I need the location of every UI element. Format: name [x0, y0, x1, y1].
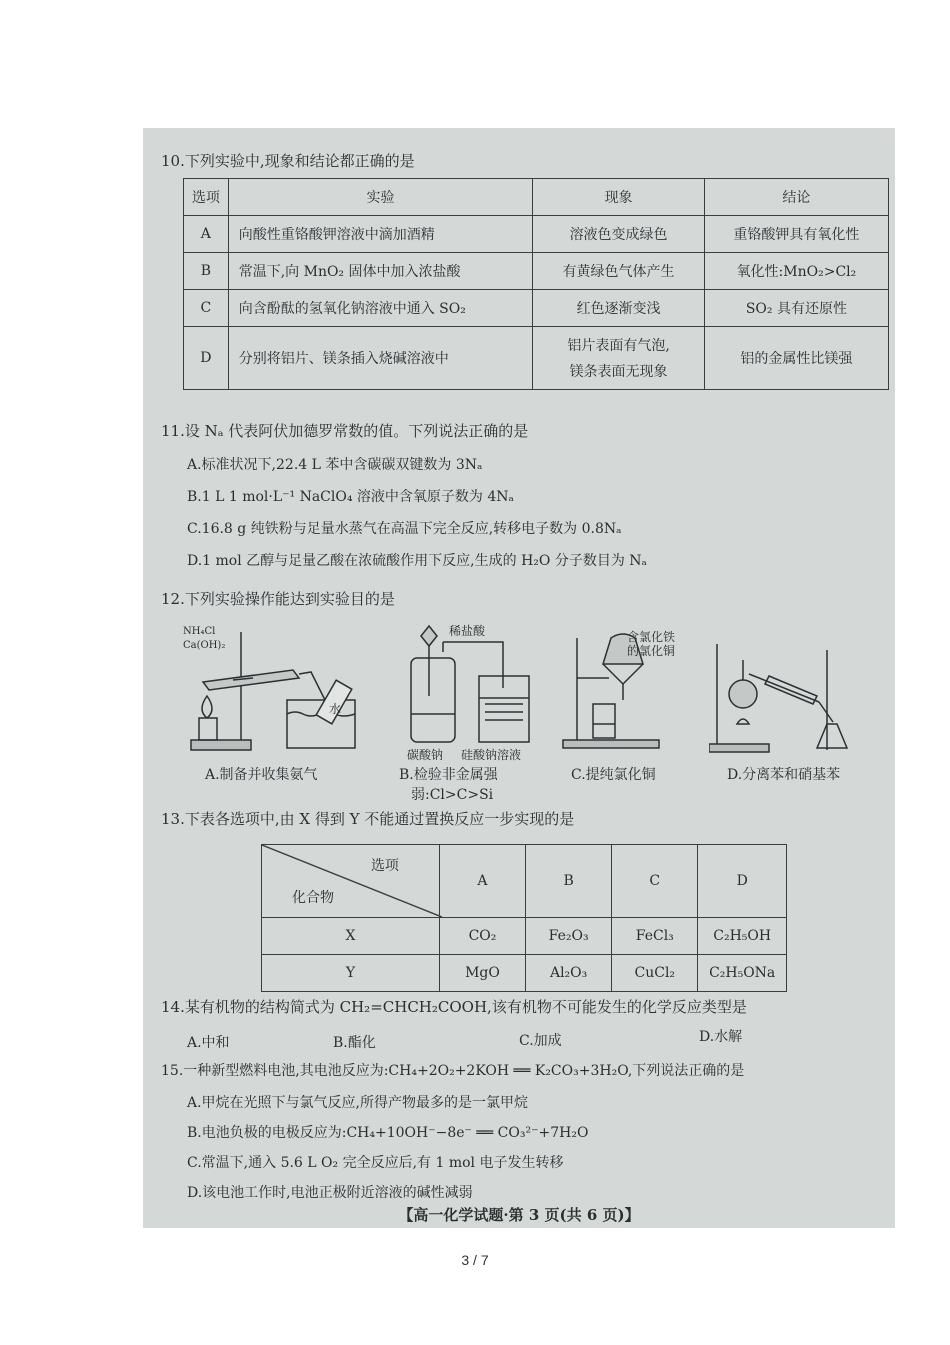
q10-stem: 10.下列实验中,现象和结论都正确的是 — [161, 152, 415, 170]
ammonia-label-water: 水 — [329, 702, 342, 716]
q13-row-y-label: Y — [262, 955, 440, 992]
q13-col-a: A — [439, 845, 525, 918]
q15-option-b: B.电池负极的电极反应为:CH₄+10OH⁻−8e⁻ ══ CO₃²⁻+7H₂O — [187, 1125, 589, 1141]
fig-b-caption-line2: 弱:Cl>C>Si — [411, 787, 494, 803]
fig-b-caption-line1: B.检验非金属强 — [399, 767, 498, 783]
fig-a-caption: A.制备并收集氨气 — [205, 767, 318, 783]
fig-d-caption: D.分离苯和硝基苯 — [727, 767, 841, 783]
q13-table — [261, 844, 787, 992]
q11-stem: 11.设 Nₐ 代表阿伏加德罗常数的值。下列说法正确的是 — [161, 422, 529, 440]
q10-row-c-phenomenon: 红色逐渐变浅 — [533, 290, 705, 327]
q10-row-c-conclusion: SO₂ 具有还原性 — [704, 290, 888, 327]
q13-row-x-d: C₂H₅OH — [698, 918, 787, 955]
q13-row-y-b: Al₂O₃ — [526, 955, 612, 992]
table-row — [184, 253, 889, 290]
q13-row-y-c: CuCl₂ — [612, 955, 698, 992]
q14-option-d: D.水解 — [699, 1029, 743, 1045]
q10-row-b-phenomenon: 有黄绿色气体产生 — [533, 253, 705, 290]
page-number: 3 / 7 — [461, 1252, 489, 1268]
table-row — [184, 290, 889, 327]
q10-header-conclusion: 结论 — [704, 179, 888, 216]
q10-row-d-phenomenon-cell — [533, 327, 705, 390]
q12-stem: 12.下列实验操作能达到实验目的是 — [161, 590, 395, 608]
q15-option-d: D.该电池工作时,电池正极附近溶液的碱性减弱 — [187, 1185, 473, 1201]
q10-header-phenomenon: 现象 — [533, 179, 705, 216]
q14-option-a: A.中和 — [187, 1035, 230, 1051]
q14-option-c: C.加成 — [519, 1033, 562, 1049]
table-row — [184, 216, 889, 253]
q13-corner-cell — [262, 845, 440, 918]
table-row — [262, 918, 787, 955]
q10-row-c-experiment: 向含酚酞的氢氧化钠溶液中通入 SO₂ — [228, 290, 533, 327]
table-row — [184, 327, 889, 390]
acid-label-hcl: 稀盐酸 — [449, 624, 486, 638]
q13-col-b: B — [526, 845, 612, 918]
q13-col-d: D — [698, 845, 787, 918]
q10-row-b-conclusion: 氧化性:MnO₂>Cl₂ — [704, 253, 888, 290]
q15-option-a: A.甲烷在光照下与氯气反应,所得产物最多的是一氯甲烷 — [187, 1095, 529, 1111]
q13-row-x-label: X — [262, 918, 440, 955]
q13-stem: 13.下表各选项中,由 X 得到 Y 不能通过置换反应一步实现的是 — [161, 810, 575, 828]
ammonia-label-caoh2: Ca(OH)₂ — [183, 640, 226, 651]
q11-option-b: B.1 L 1 mol·L⁻¹ NaClO₄ 溶液中含氧原子数为 4Nₐ — [187, 489, 514, 505]
corner-diagonal-line — [262, 845, 442, 917]
q13-row-x-b: Fe₂O₃ — [526, 918, 612, 955]
table-row — [262, 955, 787, 992]
exam-page-photo — [143, 128, 895, 1228]
q10-row-c-option: C — [184, 290, 229, 327]
q10-row-d-option: D — [184, 327, 229, 390]
q10-header-option: 选项 — [184, 179, 229, 216]
q13-corner-top-label: 选项 — [370, 858, 399, 874]
q15-stem: 15.一种新型燃料电池,其电池反应为:CH₄+2O₂+2KOH ══ K₂CO₃+3H₂O,下列说法正确的是 — [161, 1063, 745, 1079]
q14-stem: 14.某有机物的结构简式为 CH₂=CHCH₂COOH,该有机物不可能发生的化学反应类型是 — [161, 998, 747, 1016]
acid-label-na2sio3: 硅酸钠溶液 — [461, 748, 522, 762]
ammonia-label-nh4cl: NH₄Cl — [183, 626, 216, 637]
q10-row-d-conclusion: 铝的金属性比镁强 — [704, 327, 888, 390]
q10-row-a-conclusion: 重铬酸钾具有氧化性 — [704, 216, 888, 253]
q10-row-b-experiment: 常温下,向 MnO₂ 固体中加入浓盐酸 — [228, 253, 533, 290]
q15-option-c: C.常温下,通入 5.6 L O₂ 完全反应后,有 1 mol 电子发生转移 — [187, 1155, 564, 1171]
q10-row-d-phenomenon-line2: 镁条表面无现象 — [569, 364, 668, 380]
q13-row-x-c: FeCl₃ — [612, 918, 698, 955]
q13-row-y-a: MgO — [439, 955, 525, 992]
fig-c-caption: C.提纯氯化铜 — [571, 767, 656, 783]
q13-col-c: C — [612, 845, 698, 918]
q10-row-a-experiment: 向酸性重铬酸钾溶液中滴加酒精 — [228, 216, 533, 253]
q11-option-c: C.16.8 g 纯铁粉与足量水蒸气在高温下完全反应,转移电子数为 0.8Nₐ — [187, 521, 622, 537]
q10-row-a-option: A — [184, 216, 229, 253]
q10-table — [183, 178, 889, 390]
q13-corner-bottom-label: 化合物 — [292, 890, 334, 906]
q10-row-b-option: B — [184, 253, 229, 290]
filter-label-line2: 的氯化铜 — [627, 644, 676, 658]
q13-row-x-a: CO₂ — [439, 918, 525, 955]
distillation-apparatus-figure — [709, 640, 859, 754]
q13-row-y-d: C₂H₅ONa — [698, 955, 787, 992]
acid-label-na2co3: 碳酸钠 — [407, 748, 444, 762]
q11-option-d: D.1 mol 乙醇与足量乙酸在浓硫酸作用下反应,生成的 H₂O 分子数目为 Nₐ — [187, 553, 647, 569]
q10-header-experiment: 实验 — [228, 179, 533, 216]
q10-row-d-phenomenon-line1: 铝片表面有气泡, — [567, 338, 670, 354]
q11-option-a: A.标准状况下,22.4 L 苯中含碳碳双键数为 3Nₐ — [187, 457, 483, 473]
q10-row-d-experiment: 分别将铝片、镁条插入烧碱溶液中 — [228, 327, 533, 390]
q14-option-b: B.酯化 — [333, 1035, 376, 1051]
filter-label-line1: 含氯化铁 — [627, 630, 676, 644]
q10-row-a-phenomenon: 溶液色变成绿色 — [533, 216, 705, 253]
exam-footer: 【高一化学试题·第 3 页(共 6 页)】 — [398, 1206, 640, 1224]
